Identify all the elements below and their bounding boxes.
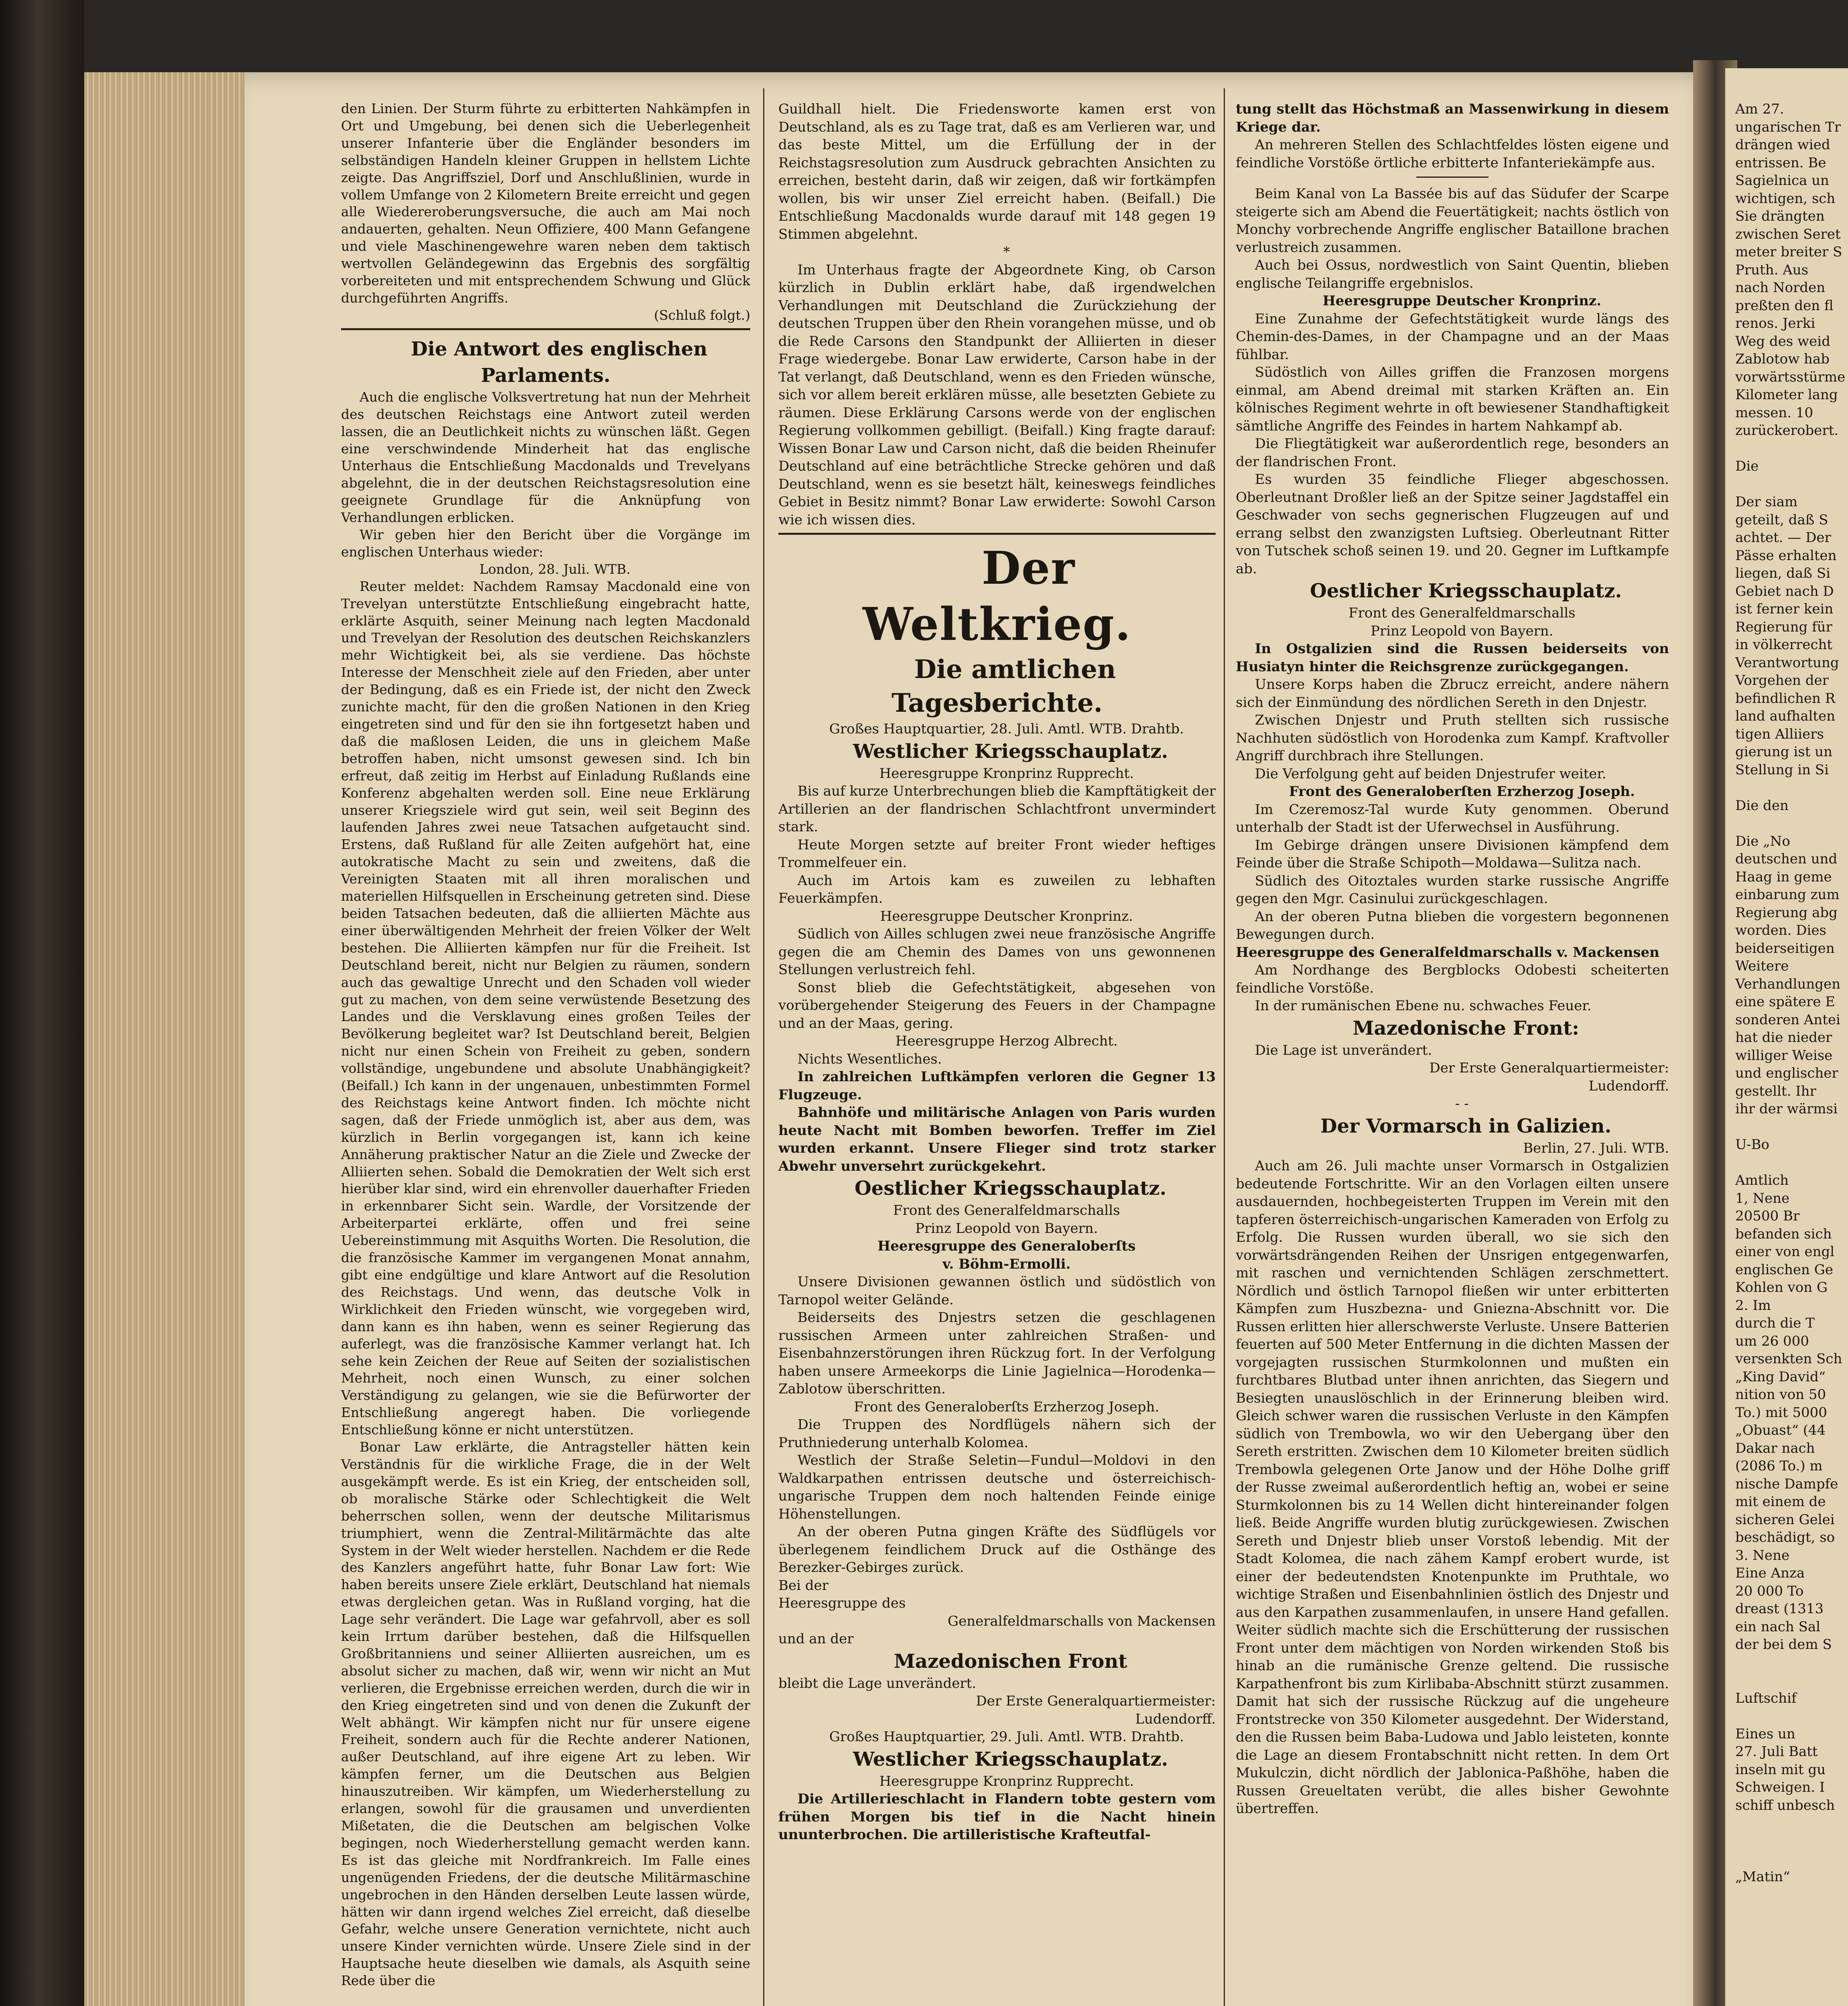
paragraph-bold: tung stellt das Höchstmaß an Massenwirkung in diesem Kriege dar. — [1236, 101, 1669, 135]
cropped-line: geteilt, daß S — [1735, 512, 1828, 528]
paragraph: Die Fliegtätigkeit war außerordentlich rege, besonders an der flandrischen Front. — [1236, 436, 1669, 470]
cropped-line: „King David“ — [1735, 1368, 1826, 1385]
cropped-line: liegen, daß Si — [1735, 565, 1830, 581]
cropped-line: vorwärtsstürme — [1735, 369, 1846, 385]
paragraph: Unsere Korps haben die Zbrucz erreicht, andere nähern sich der Einmündung des nördlichen Sereth in den Dnjestr. — [1236, 676, 1669, 711]
paragraph-bold: In zahlreichen Luftkämpfen verloren die Gegner 13 Flugzeuge. — [778, 1069, 1216, 1103]
cropped-line: Gebiet nach D — [1735, 583, 1834, 599]
cropped-line: U-Bo — [1735, 1137, 1769, 1153]
section-title: Der Weltkrieg. — [863, 542, 1131, 651]
cropped-line: Die „No — [1735, 833, 1790, 849]
cropped-line: williger Weise — [1735, 1047, 1833, 1064]
cropped-line: 3. Nene — [1735, 1547, 1790, 1563]
column-2 — [778, 100, 1216, 1844]
cropped-line: befanden sich — [1735, 1226, 1832, 1242]
cropped-line: Am 27. — [1735, 101, 1784, 117]
cropped-line: Regierung für — [1735, 619, 1832, 635]
paragraph: Auch die englische Volksvertretung hat nun der Mehrheit des deutschen Reichstags eine Antwort zuteil werden lassen, die an Deutlichkeit nichts zu wünschen läßt. Gegen eine verschwindende Minderheit hat das englische Unterhaus die Entschließung Macdonalds und Trevelyans abgelehnt, die in der deutschen Reichstagsresolution eine geeignete Grundlage für die Anknüpfung von Verhandlungen erblicken. — [341, 389, 750, 526]
article-heading: Der Vormarsch in Galizien. — [1320, 1115, 1612, 1137]
paragraph: Südöstlich von Ailles griffen die Franzosen morgens einmal, am Abend dreimal mit starken Kräften an. Ein kölnisches Regiment wehrte in oft bewiesener Standhaftigkeit sämtliche Angriffe des Feindes in hartem Nahkampf ab. — [1236, 364, 1669, 434]
cropped-line: Luftschif — [1735, 1690, 1797, 1706]
cropped-line: Amtlich — [1735, 1172, 1789, 1188]
column-rule — [763, 88, 764, 2006]
army-group-heading: Heeresgruppe Deutscher Kronprinz. — [880, 908, 1133, 924]
cropped-line: beiderseitigen — [1735, 940, 1835, 956]
divider — [341, 328, 750, 330]
paragraph: Südlich des Oitoztales wurden starke russische Angriffe gegen den Mgr. Casinului zurückgeschlagen. — [1236, 873, 1669, 907]
dash-divider: - - — [1455, 1096, 1469, 1112]
cropped-line: Sie drängten — [1735, 208, 1825, 224]
army-group-heading: Heeresgruppe Deutscher Kronprinz. — [1322, 293, 1601, 309]
cropped-line: Eine Anza — [1735, 1565, 1805, 1581]
text-line: Heeresgruppe des — [778, 1595, 906, 1611]
paragraph: Heute Morgen setzte auf breiter Front wieder heftiges Trommelfeuer ein. — [778, 837, 1216, 871]
cropped-line: 2. Im — [1735, 1297, 1771, 1314]
cropped-line — [1735, 1832, 1848, 1850]
cropped-line: Pruth. Aus — [1735, 262, 1809, 278]
cropped-line: nach Norden — [1735, 280, 1826, 296]
cropped-line: „Matin“ — [1735, 1868, 1790, 1885]
cropped-line: Eines un — [1735, 1726, 1795, 1742]
cropped-line: Kilometer lang — [1735, 387, 1838, 403]
cropped-line: dreast (1313 — [1735, 1601, 1824, 1617]
cropped-line: Regierung abg — [1735, 904, 1838, 921]
cropped-line: ist ferner kein — [1735, 601, 1834, 617]
paragraph: Guildhall hielt. Die Friedensworte kamen erst von Deutschland, als es zu Tage trat, daß es am Verlieren war, und das beste Mittel, um die Erfüllung der in der Reichstagsresolution zum Ausdruck gebrachten Ansichten zu erreichen, besteht darin, daß wir zeigen, daß wir fortkämpfen wollen, bis wir unser Ziel erreicht haben. (Beifall.) Die Entschließung Macdonalds wurde darauf mit 148 gegen 19 Stimmen abgelehnt. — [778, 101, 1216, 242]
divider — [778, 533, 1216, 535]
column-rule — [1224, 88, 1225, 2006]
cropped-line: gierung ist un — [1735, 744, 1832, 760]
army-group-heading: v. Böhm-Ermolli. — [942, 1256, 1071, 1272]
cropped-line: ein nach Sal — [1735, 1618, 1821, 1635]
cropped-line — [1735, 440, 1848, 458]
cropped-line: durch die T — [1735, 1315, 1815, 1331]
paragraph: In der rumänischen Ebene nu. schwaches Feuer. — [1255, 998, 1592, 1014]
text-line: Generalfeldmarschalls von Mackensen — [947, 1613, 1216, 1629]
text-line: Bei der — [778, 1577, 829, 1594]
paragraph-bold: Bahnhöfe und militärische Anlagen von Paris wurden heute Nacht mit Bomben beworfen. Treffer im Ziel wurden erkannt. Unsere Flieger sind trotz starker Abwehr unversehrt zurückgekehrt. — [778, 1105, 1216, 1174]
cropped-line: Der siam — [1735, 494, 1798, 510]
cropped-line: renos. Jerki — [1735, 315, 1816, 331]
cropped-line: befindlichen R — [1735, 690, 1836, 707]
cropped-line: Schweigen. I — [1735, 1779, 1825, 1795]
paragraph: Südlich von Ailles schlugen zwei neue französische Angriffe gegen die am Chemin des Dames von uns gewonnenen Stellungen verlustreich fehl. — [778, 926, 1216, 978]
paragraph: Auch im Artois kam es zuweilen zu lebhaften Feuerkämpfen. — [778, 872, 1216, 906]
cropped-line — [1735, 475, 1848, 493]
section-subtitle: Die amtlichen Tagesberichte. — [891, 654, 1116, 718]
text-line: und an der — [778, 1631, 854, 1647]
cropped-line: eine spätere E — [1735, 994, 1836, 1010]
cropped-line — [1735, 1814, 1848, 1832]
column-4-cropped — [1735, 100, 1848, 1886]
cropped-line: Haag in geme — [1735, 869, 1832, 885]
cropped-line: ihr der wärmsi — [1735, 1101, 1838, 1117]
cropped-line: Vorgehen der — [1735, 672, 1829, 688]
paragraph-bold: Die Artillerieschlacht in Flandern tobte gestern vom frühen Morgen bis tief in die Nacht hinein ununterbrochen. Die artilleristische Krafteutfal- — [778, 1791, 1216, 1843]
paragraph: An der oberen Putna gingen Kräfte des Südflügels vor überlegenem feindlichem Druck auf die Osthänge des Berezker-Gebirges zurück. — [778, 1524, 1216, 1576]
cropped-line: mit einem de — [1735, 1494, 1826, 1510]
paragraph: Beim Kanal von La Bassée bis auf das Südufer der Scarpe steigerte sich am Abend die Feuertätigkeit; nachts östlich von Monchy vorbrechende Angriffe englischer Bataillone brachen verlustreich zusammen. — [1236, 186, 1669, 256]
paragraph: Im Gebirge drängen unsere Divisionen kämpfend dem Feinde über die Straße Schipoth—Moldawa—Sulitza nach. — [1236, 837, 1669, 871]
paragraph: Die Verfolgung geht auf beiden Dnjestrufer weiter. — [1255, 765, 1606, 782]
cropped-line: sicheren Gelei — [1735, 1511, 1835, 1528]
paragraph: Sonst blieb die Gefechtstätigkeit, abgesehen von vorübergehender Steigerung des Feuers in der Champagne und an der Maas, gering. — [778, 979, 1216, 1031]
paragraph: Auch bei Ossus, nordwestlich von Saint Quentin, blieben englische Teilangriffe ergebnislos. — [1236, 257, 1669, 291]
cropped-line: land aufhalten — [1735, 708, 1836, 724]
cropped-line: versenkten Sch — [1735, 1351, 1842, 1367]
paragraph: Die Truppen des Nordflügels nähern sich der Pruthniederung unterhalb Kolomea. — [778, 1417, 1216, 1451]
cropped-line — [1735, 1850, 1848, 1868]
cropped-line: To.) mit 5000 — [1735, 1404, 1827, 1421]
cropped-line: Stellung in Si — [1735, 761, 1829, 778]
front-heading: Prinz Leopold von Bayern. — [915, 1220, 1098, 1236]
cropped-line: 20 000 To — [1735, 1583, 1804, 1599]
cropped-line: Verhandlungen — [1735, 976, 1841, 992]
cropped-line — [1735, 1707, 1848, 1725]
cropped-line: beschädigt, so — [1735, 1529, 1835, 1545]
paragraph: den Linien. Der Sturm führte zu erbitterten Nahkämpfen in Ort und Umgebung, bei denen sich die Ueberlegenheit unserer Infanterie über die Engländer besonders im selbständigen Handeln kleiner Gruppen in hellstem Lichte zeigte. Das Angriffsziel, Dorf und Anschlußlinien, wurde in vollem Umfange von 2 Kilometern Breite erreicht und gegen alle Wiedereroberungsversuche, die auch am Mai noch andauerten, gehalten. Neun Offiziere, 400 Mann Gefangene und viele Maschinengewehre waren neben dem taktisch wertvollen Geländegewinn das Ergebnis des sorgfältig vorbereiteten und mit entsprechendem Schwung und Glück durchgeführten Angriffs. — [341, 101, 750, 306]
dateline: Großes Hauptquartier, 29. Juli. Amtl. WTB. Drahtb. — [829, 1729, 1184, 1745]
army-group-heading: Heeresgruppe des Generalfeldmarschalls v. Mackensen — [1236, 944, 1659, 960]
cropped-line: Pässe erhalten — [1735, 547, 1837, 564]
cropped-line: Dakar nach — [1735, 1440, 1815, 1456]
cropped-line: deutschen und — [1735, 851, 1838, 867]
column-1 — [341, 100, 750, 1990]
signature-title: Der Erste Generalquartiermeister: — [1429, 1060, 1669, 1076]
cropped-line: Die — [1735, 458, 1759, 474]
cropped-line: zurückerobert. — [1735, 422, 1839, 439]
cropped-line — [1735, 1154, 1848, 1172]
paragraph: An mehreren Stellen des Schlachtfeldes lösten eigene und feindliche Vorstöße örtliche erbitterte Infanteriekämpfe aus. — [1236, 137, 1669, 171]
theater-heading: Westlicher Kriegsschauplatz. — [853, 1748, 1168, 1770]
cropped-line: englischen Ge — [1735, 1261, 1834, 1278]
cropped-line — [1735, 1654, 1848, 1672]
cropped-line: 27. Juli Batt — [1735, 1744, 1818, 1760]
paragraph: Zwischen Dnjestr und Pruth stellten sich russische Nachhuten südöstlich von Horodenka zum Kampf. Kraftvoller Angriff durchbrach ihre Stellungen. — [1236, 712, 1669, 764]
cropped-line: wichtigen, sch — [1735, 190, 1836, 207]
cropped-line: meter breiter S — [1735, 244, 1842, 260]
column-3 — [1236, 100, 1669, 1818]
paragraph: Nichts Wesentliches. — [797, 1051, 942, 1067]
theater-heading: Oestlicher Kriegsschauplatz. — [1310, 580, 1622, 602]
theater-heading: Oestlicher Kriegsschauplatz. — [854, 1177, 1167, 1200]
dateline: London, 28. Juli. WTB. — [479, 561, 631, 577]
cropped-line: und englischer — [1735, 1065, 1838, 1081]
front-heading: Mazedonischen Front — [894, 1650, 1127, 1673]
cropped-line: der bei dem S — [1735, 1636, 1832, 1653]
cropped-line: ungarischen Tr — [1735, 119, 1841, 135]
paragraph: Eine Zunahme der Gefechtstätigkeit wurde längs des Chemin-des-Dames, in der Champagne und an der Maas fühlbar. — [1236, 311, 1669, 363]
front-heading: Mazedonische Front: — [1352, 1017, 1579, 1040]
divider — [1416, 177, 1489, 178]
cropped-line: entrissen. Be — [1735, 154, 1826, 171]
cropped-line: Weitere — [1735, 958, 1789, 974]
cropped-line: (2086 To.) m — [1735, 1458, 1823, 1474]
cropped-line: Weg des weid — [1735, 333, 1830, 349]
front-heading: Prinz Leopold von Bayern. — [1371, 623, 1554, 639]
paragraph: Reuter meldet: Nachdem Ramsay Macdonald eine von Trevelyan unterstützte Entschließung eingebracht hatte, erklärte Asquith, seiner Meinung nach legten Macdonald und Trevelyan der Resolution des deutschen Reichskanzlers mehr Wichtigkeit bei, als sie verdiene. Das höchste Interesse der Menschheit ziele auf den Frieden, aber unter der Bedingung, daß es ein Friede ist, der nicht den Zweck zunichte macht, für den die großen Nationen in den Krieg eingetreten sind und für den sie ihn fortgesetzt haben und daß die maßlosen Leiden, die uns in gleichem Maße betroffen haben, nicht umsonst gewesen sind. Ich bin erfreut, daß zeitig im Herbst auf Einladung Rußlands eine Konferenz abgehalten werden soll. Eine neue Erklärung unserer Kriegsziele wird gut sein, weil seit Beginn des laufenden Jahres zwei neue Tatsachen aufgetaucht sind. Erstens, daß Rußland für alle Zeiten aufgehört hat, eine autokratische Macht zu sein und zweitens, daß die Vereinigten Staaten mit all ihren moralischen und materiellen Hilfsquellen in Erscheinung getreten sind. Diese beiden Tatsachen bedeuten, daß die alliierten Mächte aus einer überwältigenden Mehrheit der freien Völker der Welt bestehen. Die Alliierten kämpfen nur für die Freiheit. Ist Deutschland bereit, nicht nur Belgien zu räumen, sondern auch das gewaltige Unrecht und den Schaden voll wieder gut zu machen, von dem seine verwüstende Besetzung des Landes und die Versklavung eines großen Teiles der Bevölkerung begleitet war? Ist Deutschland bereit, Belgien nicht nur einen Schein von Freiheit zu geben, sondern vollständige, ungebundene und absolute Unabhängigkeit? (Beifall.) Ich kann in der ungenauen, unbestimmten Formel des Reichstags keine Antwort finden. Ich möchte nicht sagen, daß der Friede unmöglich ist, aber aus dem, was kürzlich in Berlin vorgegangen ist, kann ich keine Annäherung praktischer Natur an die Ziele und Zwecke der Alliierten sehen. Sobald die Demokratien der Welt sich erst hierüber klar sind, wird ein ehrenvoller dauerhafter Frieden in erkennbarer Sicht sein. Wardle, der Vorsitzende der Arbeiterpartei erklärte, offen und frei seine Uebereinstimmung mit Asquiths Worten. Die Resolution, die die französische Kammer im vergangenen Monat annahm, gibt eine endgültige und klare Antwort auf die Resolution des Reichstags. Und wenn, das deutsche Volk in Wirklichkeit den Frieden wünscht, wie vorgegeben wird, dann kann es ihn haben, wenn es seiner Regierung das auferlegt, was die französische Kammer verlangt hat. Ich sehe kein Zeichen der Reue auf Seiten der sozialistischen Mehrheit, noch einen Wunsch, zu einer solchen Verständigung zu gelangen, wie sie die Befürworter der Entschließung angeregt haben. Die vorliegende Entschließung könne er nicht unterstützen. — [341, 578, 750, 1438]
dateline: Großes Hauptquartier, 28. Juli. Amtl. WTB. Drahtb. — [829, 721, 1184, 737]
cropped-line: gestellt. Ihr — [1735, 1083, 1816, 1099]
theater-heading: Westlicher Kriegsschauplatz. — [853, 740, 1168, 763]
cropped-line: Zablotow hab — [1735, 351, 1830, 367]
paragraph: Wir geben hier den Bericht über die Vorgänge im englischen Unterhaus wieder: — [341, 527, 750, 560]
continued-note: (Schluß folgt.) — [654, 307, 750, 323]
dateline: Berlin, 27. Juli. WTB. — [1523, 1140, 1669, 1156]
paragraph: Auch am 26. Juli machte unser Vormarsch in Ostgalizien bedeutende Fortschritte. Wir an den Vorlagen eilten unsere ausdauernden, hochbegeisterten Truppen im Verein mit den tapferen österreichisch-ungarischen Kameraden von Erfolg zu Erfolg. Die Russen wurden überall, wo sie sich den vorwärtsdrängenden Reihen der Unsrigen entgegenwarfen, mit raschen und vernichtenden Schlägen zerschmettert. Nördlich und östlich Tarnopol fließen wir unter erbitterten Kämpfen zum Huszbezna- und Gniezna-Abschnitt vor. Die Russen erlitten hier allerschwerste Verluste. Unsere Batterien feuerten auf 500 Meter Entfernung in die dichten Massen der vorgejagten russischen Sturmkolonnen und mußten ein furchtbares Blutbad unter ihnen anrichten, das Siegern und Besiegten unauslöschlich in der Erinnerung bleiben wird. Gleich schwer waren die russischen Verluste in den Kämpfen südlich von Trembowla, wo wir den Uebergang über den Sereth erstritten. Zwischen dem 10 Kilometer breiten südlich Trembowla gelegenen Orte Janow und der Höhe Dolhe griff der Russe zweimal außerordentlich heftig an, wobei er seine Sturmkolonnen bis zu 14 Wellen dicht hintereinander folgen ließ. Beide Angriffe wurden blutig zurückgewiesen. Zwischen Sereth und Dnjestr blieb unser Vorstoß lebendig. Mit der Stadt Kolomea, die nach zähem Kampf erobert wurde, ist einer der bedeutendsten Knotenpunkte im Pruthtale, wo wichtige Straßen und Eisenbahnlinien östlich des Dnjestr und aus den Karpathen zusammenlaufen, in unsere Hand gefallen. Weiter südlich machte sich die Erschütterung der russischen Front unter dem mächtigen von Norden wirkenden Stoß bis hinab an die rumänische Grenze geltend. Die russische Karpathenfront bis zum Kirlibaba-Abschnitt stürzt zusammen. Damit hat sich der russische Rückzug auf die ungeheure Frontstrecke von 350 Kilometer ausgedehnt. Der Widerstand, den die Russen beim Baba-Ludowa und Jablo leisteten, konnte die Lage an diesem Frontabschnitt nicht retten. In dem Ort Mukulczin, dicht nördlich der Jablonica-Paßhöhe, haben die Russen Greueltaten verübt, die alles bisher Gewohnte übertreffen. — [1236, 1158, 1669, 1817]
cropped-line: achtet. — Der — [1735, 530, 1831, 546]
cropped-line: einer von engl — [1735, 1244, 1835, 1260]
cropped-line: nische Dampfe — [1735, 1476, 1838, 1492]
cropped-line: 1, Nene — [1735, 1190, 1790, 1206]
cropped-line: in völkerrecht — [1735, 637, 1833, 653]
cropped-line: Sagielnica un — [1735, 173, 1829, 189]
paragraph: Am Nordhange des Bergblocks Odobesti scheiterten feindliche Vorstöße. — [1236, 962, 1669, 996]
page-edges — [84, 72, 257, 2006]
cropped-line: um 26 000 — [1735, 1333, 1809, 1349]
cropped-line: Verantwortung — [1735, 654, 1839, 671]
paragraph: Beiderseits des Dnjestrs setzen die geschlagenen russischen Armeen unter zahlreichen Straßen- und Eisenbahnzerstörungen ihren Rückzug fort. In der Verfolgung haben unsere Armeekorps die Linie Jagielnica—Horodenka—Zablotow überschritten. — [778, 1310, 1216, 1397]
cropped-line — [1735, 1671, 1848, 1689]
paragraph: Die Lage ist unverändert. — [1255, 1042, 1432, 1058]
cropped-line: Die den — [1735, 797, 1789, 814]
paragraph: Bonar Law erklärte, die Antragsteller hätten kein Verständnis für die wirkliche Frage, die in der Welt ausgekämpft werde. Es ist ein Krieg, der entscheiden soll, ob moralische Stärke oder Schlechtigkeit die Welt beherrschen sollen, wenn der deutsche Militarismus triumphiert, wenn die Zentral-Militärmächte das alte System in der Welt wieder herstellen. Nachdem er die Rede des Kanzlers angeführt hatte, fuhr Bonar Law fort: Wie haben bereits unsere Ziele erklärt, Deutschland hat niemals etwas dergleichen getan. Was in Rußland vorging, hat die Lage sehr verändert. Die Lage war gefahrvoll, aber es soll kein Irrtum darüber bestehen, daß die Hilfsquellen Großbritanniens und seiner Alliierten ausreichen, um es absolut sicher zu machen, daß wir, wenn wir nicht an Mut verlieren, die Ergebnisse erreichen werden, durch die wir in den Krieg eingetreten sind und von denen die Zukunft der Welt abhängt. Wir kämpfen nicht nur für unsere eigene Freiheit, sondern auch für die Rechte anderer Nationen, außer Deutschland, auf ihre eigene Art zu leben. Wir kämpfen ferner, um die Deutschen aus Belgien hinauszutreiben. Wir kämpfen, um Wiederherstellung zu erlangen, sowohl für die grausamen und unverdienten Mißetaten, die die Deutschen am belgischen Volke begingen, noch Wiederherstellung gemacht werden kann. Es ist das gleiche mit Nordfrankreich. Im Falle eines ungenügenden Friedens, der die deutsche Militärmaschine ungebrochen in den Händen derselben Leute lassen würde, hätten wir dann irgend welches Ziel erreicht, daß dieselbe Gefahr, welche unsere Generation vernichtete, nicht auch unsere Kinder vernichten würde. Unsere Ziele sind in der Hauptsache heute dieselben wie damals, als Asquith seine Rede über die — [341, 1439, 750, 1989]
paragraph: Bis auf kurze Unterbrechungen blieb die Kampftätigkeit der Artillerien an der flandrischen Schlachtfront unvermindert stark. — [778, 783, 1216, 835]
cropped-line — [1735, 779, 1848, 797]
cropped-line: messen. 10 — [1735, 404, 1813, 421]
asterisk-divider: * — [1003, 244, 1010, 260]
cropped-line — [1735, 814, 1848, 832]
signature-name: Ludendorff. — [1588, 1078, 1669, 1094]
cropped-line: Kohlen von G — [1735, 1279, 1828, 1295]
front-heading: Front des Generalfeldmarschalls — [893, 1202, 1120, 1218]
paragraph: An der oberen Putna blieben die vorgestern begonnenen Bewegungen durch. — [1236, 908, 1669, 942]
cropped-line: 20500 Br — [1735, 1208, 1800, 1224]
front-heading: Front des Generaloberſten Erzherzog Joseph. — [1289, 784, 1635, 800]
cropped-line: „Obuast“ (44 — [1735, 1422, 1826, 1438]
cropped-line: schiff unbesch — [1735, 1797, 1835, 1813]
cropped-line: worden. Dies — [1735, 922, 1826, 938]
army-group-heading: Heeresgruppe Kronprinz Rupprecht. — [879, 1773, 1134, 1789]
signature-name: Ludendorff. — [1135, 1711, 1216, 1727]
paragraph: Im Czeremosz-Tal wurde Kuty genommen. Oberund unterhalb der Stadt ist der Uferwechsel in Ausführung. — [1236, 801, 1669, 835]
army-group-heading: Heeresgruppe des Generaloberſts — [877, 1238, 1136, 1254]
book-spine — [0, 0, 84, 2006]
cropped-line: inseln mit gu — [1735, 1761, 1826, 1778]
paragraph-bold: In Ostgalizien sind die Russen beiderseits von Husiatyn hinter die Reichsgrenze zurückgegangen. — [1236, 641, 1669, 675]
paragraph: bleibt die Lage unverändert. — [778, 1675, 977, 1691]
front-heading: Front des Generalfeldmarschalls — [1348, 605, 1576, 621]
cropped-line: sonderen Antei — [1735, 1011, 1840, 1028]
cropped-line: zwischen Seret — [1735, 226, 1841, 242]
cropped-line: drängen wied — [1735, 137, 1830, 153]
paragraph: Unsere Divisionen gewannen östlich und südöstlich von Tarnopol weiter Gelände. — [778, 1274, 1216, 1308]
paragraph: Im Unterhaus fragte der Abgeordnete King, ob Carson kürzlich in Dublin erklärt habe, daß irgendwelchen Verhandlungen mit Deutschland die Zurückziehung der deutschen Truppen über den Rhein vorangehen müsse, und ob die Rede Carsons den Standpunkt der Alliierten in dieser Frage wiedergebe. Bonar Law erwiderte, Carson habe in der Tat verlangt, daß Deutschland, wenn es den Frieden wünsche, sich vor allem bereit erklären müsse, alle besetzten Gebiete zu räumen. Diese Erklärung Carsons werde von der englischen Regierung vollkommen gebilligt. (Beifall.) King fragte darauf: Wissen Bonar Law und Carson nicht, daß die beiden Rheinufer Deutschland auf eine beträchtliche Strecke gehören und daß Deutschland, wenn es sie besetzt hält, keineswegs feindliches Gebiet in Besitz nimmt? Bonar Law erwiderte: Sowohl Carson wie ich wissen dies. — [778, 262, 1216, 528]
army-group-heading: Heeresgruppe Kronprinz Rupprecht. — [879, 765, 1134, 782]
paragraph: Es wurden 35 feindliche Flieger abgeschossen. Oberleutnant Droßler ließ an der Spitze seiner Jagdstaffel ein Geschwader von sechs gegnerischen Flugzeugen auf und errang selbst den zwanzigsten Luftsieg. Oberleutnant Ritter von Tutschek schoß seinen 19. und 20. Gegner im Luftkampfe ab. — [1236, 471, 1669, 577]
cropped-line: einbarung zum — [1735, 887, 1840, 903]
cropped-line: preßten den fl — [1735, 297, 1834, 314]
article-heading: Die Antwort des englischen Parlaments. — [411, 337, 707, 387]
army-group-heading: Heeresgruppe Herzog Albrecht. — [895, 1033, 1118, 1049]
cropped-line — [1735, 1118, 1848, 1136]
signature-title: Der Erste Generalquartiermeister: — [976, 1693, 1216, 1709]
cropped-line: tigen Alliiers — [1735, 726, 1824, 742]
cropped-line: hat die nieder — [1735, 1029, 1832, 1046]
cropped-line: nition von 50 — [1735, 1387, 1826, 1403]
front-heading: Front des Generaloberſts Erzherzog Joseph. — [854, 1399, 1160, 1415]
paragraph: Westlich der Straße Seletin—Fundul—Moldovi in den Waldkarpathen entrissen deutsche und österreichisch-ungarische Truppen dem noch haltenden Feinde einige Höhenstellungen. — [778, 1452, 1216, 1522]
